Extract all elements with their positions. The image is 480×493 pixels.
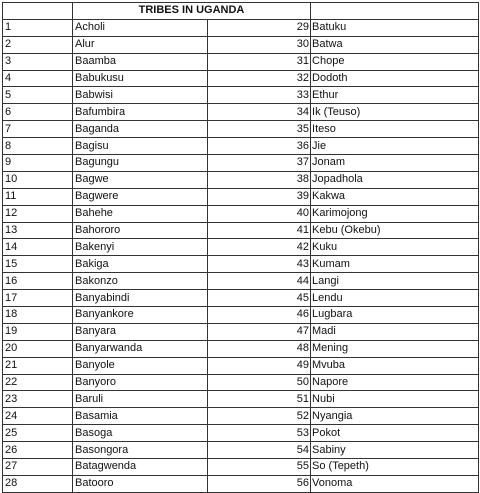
left-tribe-name: Banyara bbox=[73, 323, 208, 340]
right-number: 53 bbox=[208, 425, 311, 442]
right-tribe-name: Jonam bbox=[311, 155, 479, 172]
left-number: 1 bbox=[3, 19, 73, 36]
table-row bbox=[3, 459, 479, 476]
right-tribe-name: Vonoma bbox=[311, 475, 479, 492]
right-number: 55 bbox=[208, 459, 311, 476]
right-number: 52 bbox=[208, 408, 311, 425]
right-number: 47 bbox=[208, 323, 311, 340]
table-row bbox=[3, 87, 479, 104]
right-tribe-name: Lendu bbox=[311, 290, 479, 307]
left-tribe-name: Bakonzo bbox=[73, 273, 208, 290]
right-number: 49 bbox=[208, 357, 311, 374]
table-row bbox=[3, 290, 479, 307]
right-number: 39 bbox=[208, 188, 311, 205]
left-tribe-name: Bakiga bbox=[73, 256, 208, 273]
right-tribe-name: Kakwa bbox=[311, 188, 479, 205]
left-tribe-name: Bagungu bbox=[73, 155, 208, 172]
left-tribe-name: Basoga bbox=[73, 425, 208, 442]
left-tribe-name: Batagwenda bbox=[73, 459, 208, 476]
right-tribe-name: Dodoth bbox=[311, 70, 479, 87]
left-number: 10 bbox=[3, 171, 73, 188]
table-row bbox=[3, 391, 479, 408]
right-number: 48 bbox=[208, 340, 311, 357]
right-tribe-name: Nubi bbox=[311, 391, 479, 408]
right-tribe-name: Lugbara bbox=[311, 307, 479, 324]
table-row bbox=[3, 357, 479, 374]
right-tribe-name: Kumam bbox=[311, 256, 479, 273]
table-body bbox=[3, 19, 479, 492]
left-tribe-name: Acholi bbox=[73, 19, 208, 36]
left-tribe-name: Batooro bbox=[73, 475, 208, 492]
left-tribe-name: Bahororo bbox=[73, 222, 208, 239]
left-number: 7 bbox=[3, 121, 73, 138]
left-tribe-name: Banyoro bbox=[73, 374, 208, 391]
left-tribe-name: Basamia bbox=[73, 408, 208, 425]
left-number: 28 bbox=[3, 475, 73, 492]
right-number: 43 bbox=[208, 256, 311, 273]
left-tribe-name: Banyankore bbox=[73, 307, 208, 324]
left-tribe-name: Babukusu bbox=[73, 70, 208, 87]
left-tribe-name: Banyole bbox=[73, 357, 208, 374]
table-row bbox=[3, 323, 479, 340]
left-tribe-name: Bakenyi bbox=[73, 239, 208, 256]
right-number: 46 bbox=[208, 307, 311, 324]
left-tribe-name: Bagisu bbox=[73, 138, 208, 155]
right-tribe-name: Pokot bbox=[311, 425, 479, 442]
table-row bbox=[3, 408, 479, 425]
right-tribe-name: Ethur bbox=[311, 87, 479, 104]
left-number: 15 bbox=[3, 256, 73, 273]
left-tribe-name: Banyarwanda bbox=[73, 340, 208, 357]
table-row bbox=[3, 307, 479, 324]
right-number: 37 bbox=[208, 155, 311, 172]
left-number: 3 bbox=[3, 53, 73, 70]
right-number: 54 bbox=[208, 442, 311, 459]
right-tribe-name: Batuku bbox=[311, 19, 479, 36]
table-row bbox=[3, 121, 479, 138]
table-row bbox=[3, 340, 479, 357]
table-row bbox=[3, 70, 479, 87]
right-number: 30 bbox=[208, 36, 311, 53]
right-number: 29 bbox=[208, 19, 311, 36]
left-tribe-name: Babwisi bbox=[73, 87, 208, 104]
right-tribe-name: Napore bbox=[311, 374, 479, 391]
left-tribe-name: Bagwere bbox=[73, 188, 208, 205]
right-tribe-name: Chope bbox=[311, 53, 479, 70]
left-number: 8 bbox=[3, 138, 73, 155]
left-number: 9 bbox=[3, 155, 73, 172]
table-row bbox=[3, 442, 479, 459]
table-row bbox=[3, 188, 479, 205]
table-row bbox=[3, 104, 479, 121]
table-row bbox=[3, 171, 479, 188]
right-tribe-name: So (Tepeth) bbox=[311, 459, 479, 476]
right-tribe-name: Ik (Teuso) bbox=[311, 104, 479, 121]
left-tribe-name: Banyabindi bbox=[73, 290, 208, 307]
left-number: 26 bbox=[3, 442, 73, 459]
header-blank-left bbox=[3, 3, 73, 20]
left-number: 21 bbox=[3, 357, 73, 374]
table-row bbox=[3, 475, 479, 492]
left-number: 27 bbox=[3, 459, 73, 476]
left-number: 18 bbox=[3, 307, 73, 324]
table-row bbox=[3, 222, 479, 239]
left-number: 24 bbox=[3, 408, 73, 425]
left-number: 6 bbox=[3, 104, 73, 121]
left-tribe-name: Basongora bbox=[73, 442, 208, 459]
left-number: 25 bbox=[3, 425, 73, 442]
left-tribe-name: Bagwe bbox=[73, 171, 208, 188]
left-number: 14 bbox=[3, 239, 73, 256]
left-number: 16 bbox=[3, 273, 73, 290]
table-row bbox=[3, 155, 479, 172]
table-row bbox=[3, 256, 479, 273]
left-tribe-name: Baamba bbox=[73, 53, 208, 70]
left-number: 12 bbox=[3, 205, 73, 222]
right-tribe-name: Nyangia bbox=[311, 408, 479, 425]
right-number: 31 bbox=[208, 53, 311, 70]
table-row bbox=[3, 205, 479, 222]
right-number: 45 bbox=[208, 290, 311, 307]
table-row bbox=[3, 36, 479, 53]
left-number: 11 bbox=[3, 188, 73, 205]
table-row bbox=[3, 53, 479, 70]
left-number: 19 bbox=[3, 323, 73, 340]
left-tribe-name: Baruli bbox=[73, 391, 208, 408]
right-number: 44 bbox=[208, 273, 311, 290]
right-number: 35 bbox=[208, 121, 311, 138]
left-number: 23 bbox=[3, 391, 73, 408]
right-number: 56 bbox=[208, 475, 311, 492]
right-number: 38 bbox=[208, 171, 311, 188]
right-tribe-name: Mvuba bbox=[311, 357, 479, 374]
right-tribe-name: Jopadhola bbox=[311, 171, 479, 188]
left-number: 22 bbox=[3, 374, 73, 391]
right-number: 32 bbox=[208, 70, 311, 87]
right-tribe-name: Kuku bbox=[311, 239, 479, 256]
header-row bbox=[3, 3, 479, 20]
table-row bbox=[3, 374, 479, 391]
right-number: 34 bbox=[208, 104, 311, 121]
left-tribe-name: Alur bbox=[73, 36, 208, 53]
table-row bbox=[3, 138, 479, 155]
right-number: 41 bbox=[208, 222, 311, 239]
right-number: 36 bbox=[208, 138, 311, 155]
right-number: 50 bbox=[208, 374, 311, 391]
table-row bbox=[3, 19, 479, 36]
right-tribe-name: Madi bbox=[311, 323, 479, 340]
tribes-table bbox=[2, 2, 479, 493]
right-tribe-name: Batwa bbox=[311, 36, 479, 53]
right-tribe-name: Karimojong bbox=[311, 205, 479, 222]
table-row bbox=[3, 273, 479, 290]
left-number: 13 bbox=[3, 222, 73, 239]
left-tribe-name: Bafumbira bbox=[73, 104, 208, 121]
right-number: 42 bbox=[208, 239, 311, 256]
left-number: 5 bbox=[3, 87, 73, 104]
left-tribe-name: Bahehe bbox=[73, 205, 208, 222]
left-number: 2 bbox=[3, 36, 73, 53]
header-blank-right bbox=[311, 3, 479, 20]
table-row bbox=[3, 239, 479, 256]
right-tribe-name: Langi bbox=[311, 273, 479, 290]
right-tribe-name: Mening bbox=[311, 340, 479, 357]
right-tribe-name: Iteso bbox=[311, 121, 479, 138]
right-tribe-name: Sabiny bbox=[311, 442, 479, 459]
left-number: 4 bbox=[3, 70, 73, 87]
right-number: 33 bbox=[208, 87, 311, 104]
right-number: 51 bbox=[208, 391, 311, 408]
right-tribe-name: Kebu (Okebu) bbox=[311, 222, 479, 239]
left-number: 17 bbox=[3, 290, 73, 307]
table-row bbox=[3, 425, 479, 442]
left-tribe-name: Baganda bbox=[73, 121, 208, 138]
table-title: TRIBES IN UGANDA bbox=[73, 3, 311, 20]
right-tribe-name: Jie bbox=[311, 138, 479, 155]
right-number: 40 bbox=[208, 205, 311, 222]
left-number: 20 bbox=[3, 340, 73, 357]
